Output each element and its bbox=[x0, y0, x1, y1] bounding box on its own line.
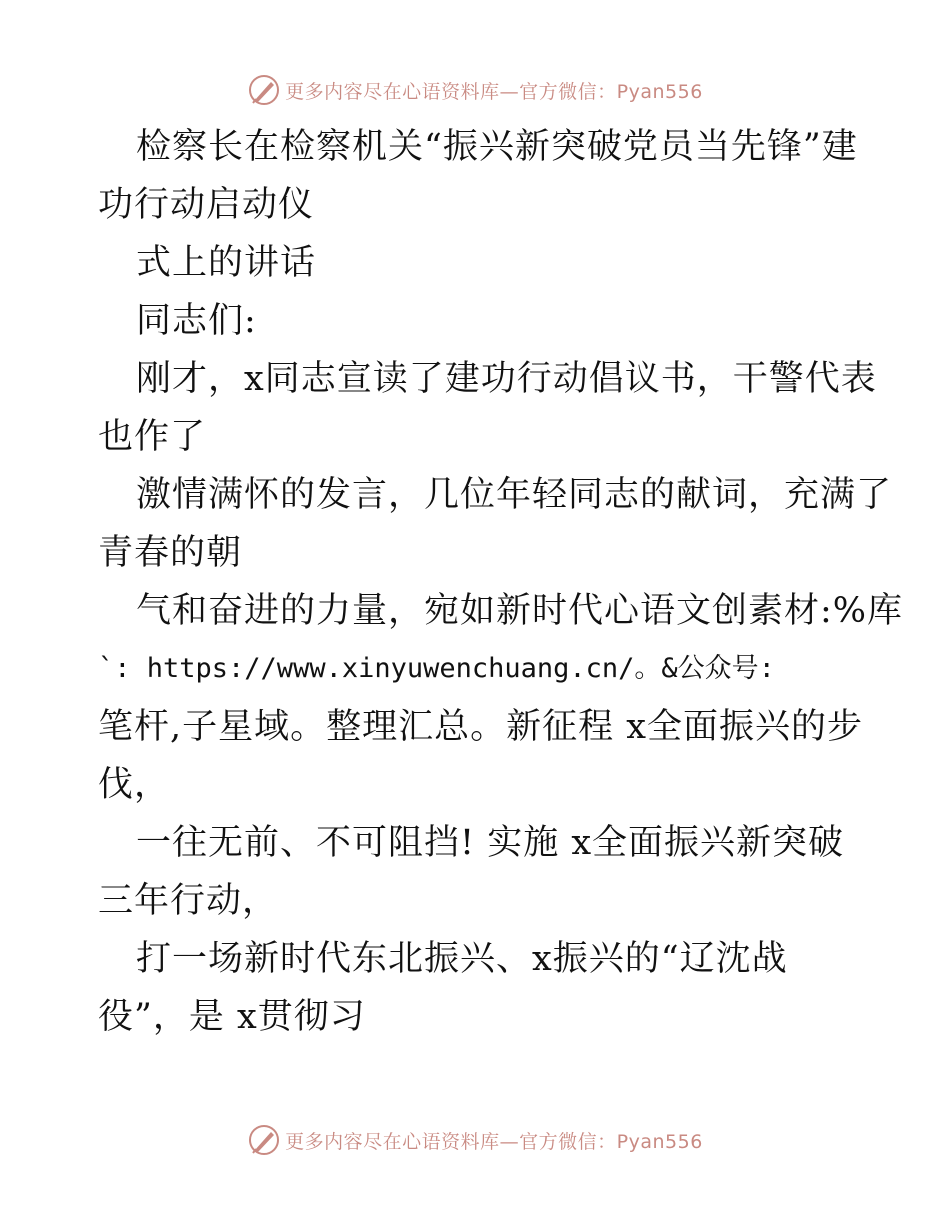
paragraph-line: 打一场新时代东北振兴、x振兴的“辽沈战 bbox=[136, 939, 788, 979]
paragraph-line: 役”，是 x贯彻习 bbox=[98, 997, 366, 1037]
paragraph-line: 激情满怀的发言，几位年轻同志的献词，充满了 bbox=[136, 475, 893, 515]
title-line-1: 检察长在检察机关“振兴新突破党员当先锋”建 bbox=[136, 127, 858, 167]
watermark-account: Pyan556 bbox=[616, 80, 703, 103]
salutation: 同志们: bbox=[136, 301, 257, 341]
url-line: `: https://www.xinyuwenchuang.cn/。&公众号: bbox=[98, 653, 775, 684]
paragraph-line: 伐， bbox=[98, 765, 171, 805]
paragraph-line: 刚才，x同志宣读了建功行动倡议书，干警代表 bbox=[136, 359, 877, 399]
watermark-account: Pyan556 bbox=[616, 1130, 703, 1153]
watermark-text: 更多内容尽在心语资料库—官方微信：Pyan556 bbox=[285, 80, 703, 103]
paragraph-line: 三年行动， bbox=[98, 881, 279, 921]
header-watermark bbox=[0, 70, 950, 110]
paragraph-line: 气和奋进的力量，宛如新时代心语文创素材:%库 bbox=[136, 591, 904, 631]
paragraph-line: 也作了 bbox=[98, 417, 207, 457]
footer-watermark bbox=[0, 1120, 950, 1160]
document-body bbox=[98, 118, 904, 1046]
title-line-3: 式上的讲话 bbox=[136, 243, 317, 283]
paragraph-line: 笔杆,子星域。整理汇总。新征程 x全面振兴的步 bbox=[98, 707, 863, 747]
quill-pen-circle-icon bbox=[247, 1123, 281, 1157]
paragraph-line: 青春的朝 bbox=[98, 533, 243, 573]
quill-pen-circle-icon bbox=[247, 73, 281, 107]
title-line-2: 功行动启动仪 bbox=[98, 185, 315, 225]
paragraph-line: 一往无前、不可阻挡! 实施 x全面振兴新突破 bbox=[136, 823, 845, 863]
watermark-text: 更多内容尽在心语资料库—官方微信：Pyan556 bbox=[285, 1130, 703, 1153]
